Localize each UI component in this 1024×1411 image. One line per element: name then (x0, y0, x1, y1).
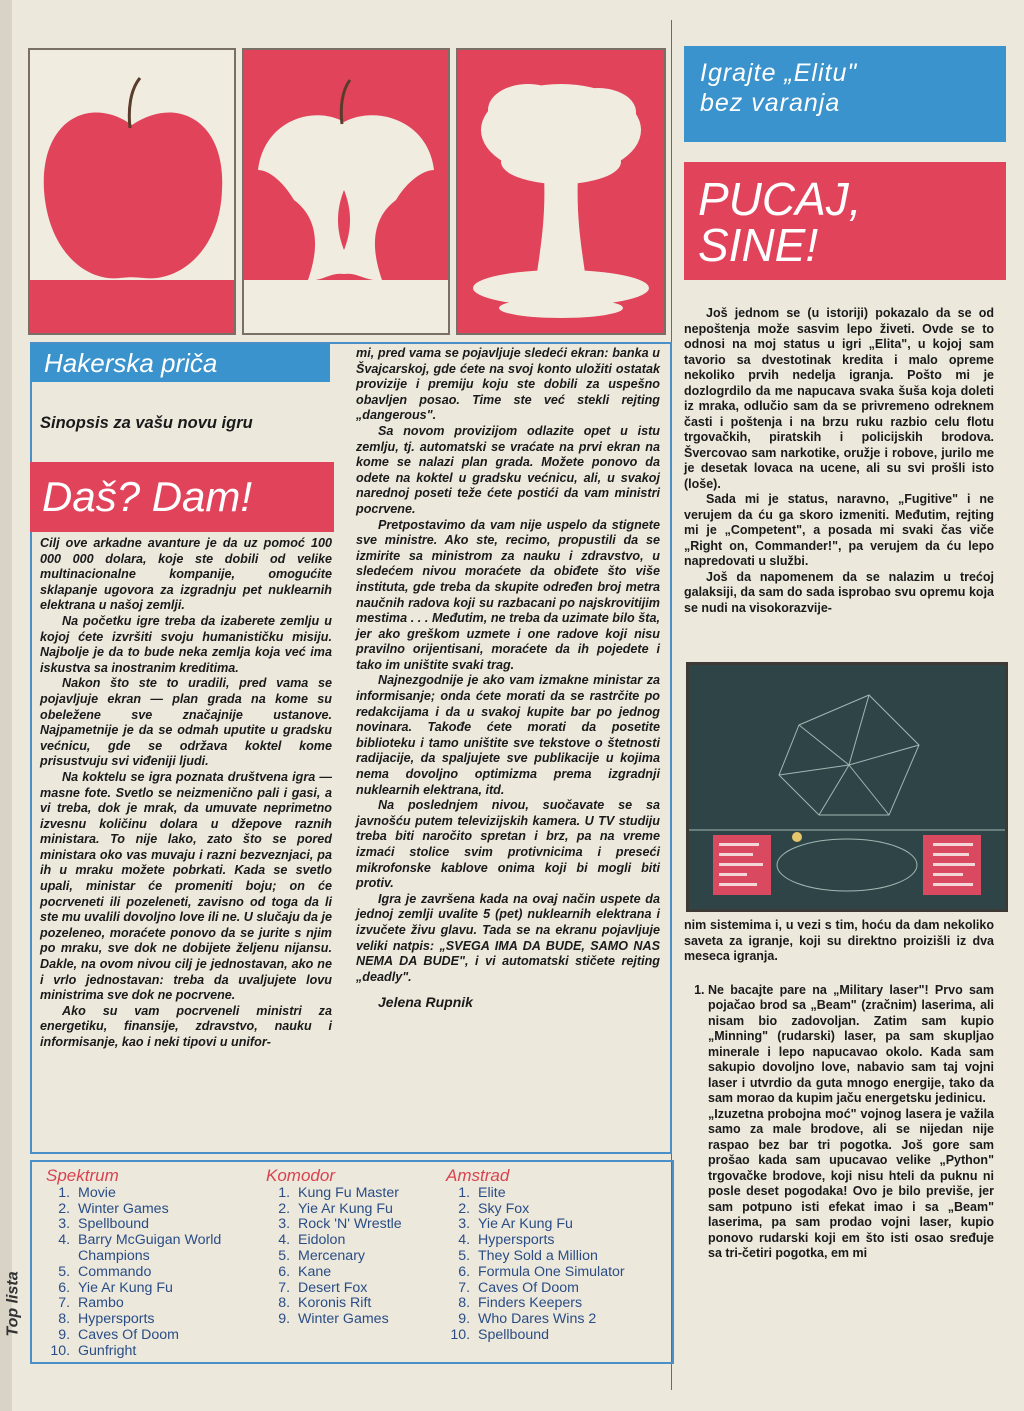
list-item: 6. Yie Ar Kung Fu (74, 1281, 256, 1297)
game-screenshot (686, 662, 1008, 912)
right-kicker (684, 46, 1006, 142)
kicker-line: Igrajte „Elitu" (700, 59, 858, 87)
list-item: 5. Commando (74, 1265, 256, 1281)
paragraph: Još da napomenem da se nalazim u trećoj galaksiji, da sam do sada isprobao svu opremu koja se nudi na visokorazvije- (684, 569, 994, 615)
right-column-bottom (684, 918, 994, 1262)
paragraph: Sa novom provizijom odlazite opet u istu zemlju, tj. automatski se vraćate na prvi ekran na kome se nalazi plan grada. Možete ponovo da odete na koktel u gradsku većnicu, ali, u svakoj narednoj poseti teže ćete postići da vam ministri pocrvene. (356, 423, 660, 516)
paragraph: mi, pred vama se pojavljuje sledeći ekran: banka u Švajcarskoj, gde ćete na svoj konto uložiti ostatak provizije i premiju koju ste dobili za uspešno obavljen posao. Time ste već stekli rejting „dangerous". (356, 346, 660, 423)
list-item: 1. Movie (74, 1186, 256, 1202)
top-list-box (30, 1160, 674, 1364)
mushroom-cloud-icon (458, 50, 664, 333)
article-subtitle: Sinopsis za vašu novu igru (40, 414, 253, 432)
list-item: 4. Hypersports (474, 1233, 668, 1249)
list-item: 7. Desert Fox (294, 1281, 446, 1297)
list-item: 2. Yie Ar Kung Fu (294, 1202, 446, 1218)
apple-illustration (28, 48, 236, 335)
list-item: 8. Koronis Rift (294, 1296, 446, 1312)
tips-list (684, 983, 994, 1262)
ranked-list (266, 1186, 446, 1328)
paragraph: Sada mi je status, naravno, „Fugitive" i ne verujem da ću ga skoro izmeniti. Međutim, rejting mi je „Competent", a posada mi svaki čas viče „Right on, Commander!", pa verujem da ću lepo napredovati u službi. (684, 492, 994, 568)
paragraph: Nakon što ste to uradili, pred vama se pojavljuje ekran — plan grada na kome su obeležene sve značajnije ustanove. Najpametnije je da se odmah uputite u gradsku većnicu, gde se održava koktel kome prisustvuju svi viđeniji ljudi. (40, 676, 332, 769)
ranked-list (446, 1186, 668, 1344)
top-list-label-text: Top lista (5, 1271, 22, 1337)
top-list-komodor (266, 1168, 446, 1328)
page-edge (0, 0, 12, 1411)
mushroom-cloud-illustration (456, 48, 666, 335)
list-item: 3. Rock 'N' Wrestle (294, 1217, 446, 1233)
list-item: 10. Gunfright (74, 1344, 256, 1360)
list-item: 4. Eidolon (294, 1233, 446, 1249)
list-item: 7. Caves Of Doom (474, 1281, 668, 1297)
list-item: 3. Yie Ar Kung Fu (474, 1217, 668, 1233)
list-item: 2. Winter Games (74, 1202, 256, 1218)
paragraph: Na početku igre treba da izaberete zemlju u kojoj ćete izvršiti svoju humanističku misiju. Najbolje je da to bude neka zemlja koja već ima iskustva sa inostranim kreditima. (40, 613, 332, 675)
list-item: 6. Formula One Simulator (474, 1265, 668, 1281)
list-title: Komodor (266, 1166, 335, 1185)
list-item: 8. Hypersports (74, 1312, 256, 1328)
paragraph: Ako su vam pocrveneli ministri za energetiku, finansije, zdravstvo, nauku i informisanje, kao i neki tipovi u unifor- (40, 1003, 332, 1049)
paragraph: Najnezgodnije je ako vam izmakne ministar za informisanje; onda ćete morati da se rastrčite po redakcijama i da u svakoj kupite bar po jednog novinara. Takođe ćete morati da posetite biblioteku i tamo uništite sve tekstove o štetnosti radijacije, da spaljujete sve publikacije u kojima nema dovoljno optimizma prema izgradnji nuklearnih elektrana, itd. (356, 673, 660, 797)
apple-core-icon (244, 50, 448, 333)
paragraph: Igra je završena kada na ovaj način uspete da jednoj zemlji uvalite 5 (pet) nuklearnih elektrana i izvučete živu glavu. Tada se na ekranu pojavljuje veliki natpis: „SVEGA IMA DA BUDE, SAMO NAS NEMA DA BUDE", i vi automatski stičete rejting „deadly". (356, 891, 660, 984)
right-headline (684, 162, 1006, 280)
list-item: 2. Sky Fox (474, 1202, 668, 1218)
tip-text: Ne bacajte pare na „Military laser"! Prvo sam pojačao brod sa „Beam" (zračnim) laserima, ali nisam bio zadovoljan. Zatim sam kupio „Minning" (rudarski) laser, pa sam skupljao minerale i lepo napucavao okolo. Kada sam sakupio dovoljno love, nabavio sam taj vojni laser i utvrdio da guta mnogo energije, tako da sam morao da kupim jaču energetsku jedinicu. (708, 982, 994, 1105)
list-title: Amstrad (446, 1166, 510, 1185)
list-item: 9. Caves Of Doom (74, 1328, 256, 1344)
paragraph: Pretpostavimo da vam nije uspelo da stignete sve ministre. Ako ste, recimo, propustili da se izmirite sa ministrom za nauku i zdravstvo, u sledećem nivou moraćete da obiđete što više instituta, gde treba da skupite određen broj metra naučnih radova koji su razbacani po najskrovitijim mestima . . . Međutim, ne treba da uzimate bilo šta, jer ako greškom uzmete i one radove koji nisu pravilno orijentisani, moraćete da ih pojedete i tako im uništite svaki trag. (356, 517, 660, 672)
list-item: 9. Who Dares Wins 2 (474, 1312, 668, 1328)
paragraph: nim sistemima i, u vezi s tim, hoću da dam nekoliko saveta za igranje, koji su direktno proizišli iz dva meseca igranja. (684, 918, 994, 963)
list-item: 1. Kung Fu Master (294, 1186, 446, 1202)
list-item: 7. Rambo (74, 1296, 256, 1312)
right-column-top (684, 306, 994, 616)
paragraph: Na koktelu se igra poznata društvena igra — masne fote. Svetlo se neizmenično pali i gasi, a vi treba, dok je mrak, da umuvate neprimetno izvesnu količinu dolara u džepove raznih ministara. To nije lako, zato što se pored ministara oko vas muvaju i razni bezveznjaci, pa ih u mraku možete pobrkati. Kada se svetlo upali, ministar će promeniti boju; on će pocrveneti ili pozeleneti, zavisno od toga da li ste mu uvalili dovoljno love ili ne. U slučaju da je pozeleneo, moraćete ponovo da se jurite s njim po mraku, sve dok ne dobijete željenu nijansu. Dakle, na ovom nivou cilj je jednostavan, ako ne i vrlo jednostavan: treba da uvaljujete lovu ministrima sve dok ne pocrvene. (40, 769, 332, 1003)
list-item: 3. Spellbound (74, 1217, 256, 1233)
list-item: 1. Elite (474, 1186, 668, 1202)
list-item: 4. Barry McGuigan World Champions (74, 1233, 256, 1265)
kicker-line: bez varanja (700, 89, 841, 117)
list-item: 10. Spellbound (474, 1328, 668, 1344)
top-list-amstrad (446, 1168, 668, 1344)
red-apple-icon (30, 50, 234, 333)
paragraph: Cilj ove arkadne avanture je da uz pomoć 100 000 000 dolara, koje ste dobili od velike multinacionalne kompanije, omogućite sklapanje ugovora za izgradnju pet nuklearnih elektrana u našoj zemlji. (40, 536, 332, 613)
ranked-list (46, 1186, 256, 1360)
top-list-spektrum (46, 1168, 256, 1360)
list-title: Spektrum (46, 1166, 119, 1185)
list-item: 9. Winter Games (294, 1312, 446, 1328)
list-item (708, 983, 994, 1262)
section-title: Hakerska priča (30, 344, 330, 382)
left-headline: Daš? Dam! (30, 462, 334, 532)
list-item: 5. Mercenary (294, 1249, 446, 1265)
left-column-1 (40, 536, 332, 1051)
list-item: 8. Finders Keepers (474, 1296, 668, 1312)
elite-wireframe-icon (689, 665, 1005, 909)
paragraph: Još jednom se (u istoriji) pokazalo da se od nepoštenja može sasvim lepo živeti. Ovde se to odnosi na moj status u igri „Elita", u kojoj sam tavorio sa dvestotinak kredita i malo opreme nekoliko prvih nedelja igranja. Pošto mi je dozlogrdilo da me napucava svaka šuša koja doleti iz mraka, odlučio sam da se privremeno odreknem časti i poštenja i na brzu ruku razbio celu flotu trgovačkih, piratskih i policijskih brodova. Švercovao sam narkotike, oružje i robove, jurilo me je desetak lovaca na ucene, ali su svi prošli isto (loše). (684, 306, 994, 491)
author-byline: Jelena Rupnik (378, 994, 473, 1011)
headline-line: SINE! (698, 219, 819, 271)
paragraph: Na poslednjem nivou, suočavate se sa javnošću putem televizijskih kamera. U TV studiju treba biti naročito spretan i brz, pa na vreme izmaći stolice svim protivnicima i preseći mikrofonske kablove onima koji bi mogli biti protiv. (356, 798, 660, 891)
paragraph: „Izuzetna probojna moć" vojnog lasera je važila samo za male brodove, ali se nijedan nije raspao bez bar tri pogotka. Još gore sam prošao kada sam upucavao velike „Python" trgovačke brodove, koji nisu hteli da puknu ni posle deset pogodaka! Ovo je bilo previše, jer sam potpuno isti efekat imao i sa „Beam" laserima, pa sam prodao vojni laser, kupio ponovo rudarski koji em što isti osao sređuje sa tri-četiri pogotka, em mi (708, 1106, 994, 1260)
apple-core-illustration (242, 48, 450, 335)
left-column-2 (356, 346, 660, 1011)
list-item: 6. Kane (294, 1265, 446, 1281)
top-list-label (2, 1240, 26, 1368)
list-item: 5. They Sold a Million (474, 1249, 668, 1265)
headline-line: PUCAJ, (698, 173, 862, 225)
